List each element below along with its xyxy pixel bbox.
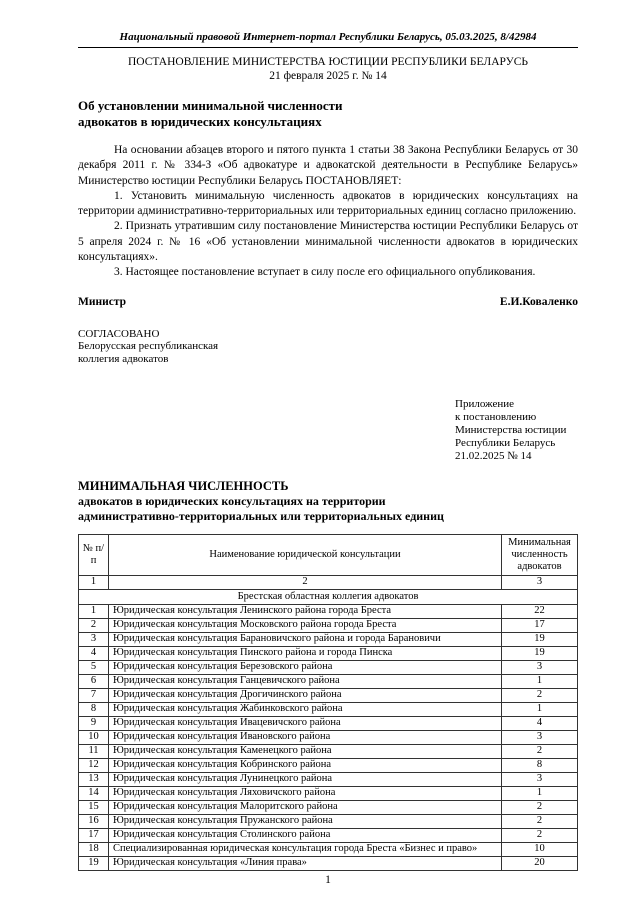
table-row [79, 786, 578, 800]
advocate-count-cell: 10 [502, 842, 578, 856]
decree-title-line-1: Об установлении минимальной численности [78, 98, 343, 113]
table-row [79, 688, 578, 702]
row-number-cell: 2 [79, 618, 109, 632]
consultation-name-cell: Юридическая консультация Пружанского района [109, 814, 502, 828]
signature-row [78, 295, 578, 309]
consultation-name-cell: Юридическая консультация Московского района города Бреста [109, 618, 502, 632]
table-row [79, 702, 578, 716]
advocate-count-cell: 1 [502, 786, 578, 800]
column-number-2: 2 [109, 575, 502, 589]
consultation-name-cell: Юридическая консультация «Линия права» [109, 856, 502, 870]
row-number-cell: 8 [79, 702, 109, 716]
advocate-count-cell: 2 [502, 828, 578, 842]
table-row [79, 842, 578, 856]
advocate-count-cell: 1 [502, 674, 578, 688]
table-row [79, 814, 578, 828]
consultation-name-cell: Юридическая консультация Ивановского района [109, 730, 502, 744]
agreed-block [78, 328, 578, 366]
row-number-cell: 19 [79, 856, 109, 870]
annex-reference-line: 21.02.2025 № 14 [455, 449, 532, 462]
row-number-cell: 11 [79, 744, 109, 758]
advocate-count-cell: 3 [502, 660, 578, 674]
decree-type-line: ПОСТАНОВЛЕНИЕ МИНИСТЕРСТВА ЮСТИЦИИ РЕСПУБЛИКИ БЕЛАРУСЬ [127, 56, 529, 68]
advocate-count-cell: 20 [502, 856, 578, 870]
table-row [79, 660, 578, 674]
consultation-name-cell: Юридическая консультация Пинского района и города Пинска [109, 646, 502, 660]
annex-reference-line: Министерства юстиции [455, 423, 567, 436]
consultation-name-cell: Юридическая консультация Березовского района [109, 660, 502, 674]
consultation-name-cell: Юридическая консультация Ляховичского района [109, 786, 502, 800]
table-body [79, 589, 578, 870]
decree-paragraph: 3. Настоящее постановление вступает в силу после его официального опубликования. [114, 266, 536, 279]
advocate-count-cell: 3 [502, 730, 578, 744]
row-number-cell: 1 [79, 604, 109, 618]
decree-paragraph: 2. Признать утратившим силу постановление Министерства юстиции Республики Беларусь от 5 апреля 2024 г. № 16 «Об установлении минимальной численности адвокатов в юридических консультациях». [78, 220, 578, 264]
advocate-count-cell: 3 [502, 772, 578, 786]
annex-reference-block [455, 398, 578, 463]
portal-header-line: Национальный правовой Интернет-портал Республики Беларусь, 05.03.2025, 8/42984 [78, 31, 578, 48]
table-row [79, 674, 578, 688]
decree-body [78, 143, 578, 281]
annex-title-line-1: МИНИМАЛЬНАЯ ЧИСЛЕННОСТЬ [78, 478, 289, 493]
row-number-cell: 15 [79, 800, 109, 814]
row-number-cell: 3 [79, 632, 109, 646]
column-numbering-row [79, 575, 578, 589]
column-number-3: 3 [502, 575, 578, 589]
signature-name: Е.И.Коваленко [499, 295, 578, 308]
table-row [79, 856, 578, 870]
column-header-name: Наименование юридической консультации [109, 534, 502, 575]
advocate-count-cell: 2 [502, 800, 578, 814]
consultation-name-cell: Специализированная юридическая консультация города Бреста «Бизнес и право» [109, 842, 502, 856]
row-number-cell: 6 [79, 674, 109, 688]
advocate-count-cell: 2 [502, 744, 578, 758]
column-header-number: № п/п [79, 534, 109, 575]
consultation-name-cell: Юридическая консультация Малоритского района [109, 800, 502, 814]
table-row [79, 828, 578, 842]
advocate-count-cell: 19 [502, 632, 578, 646]
consultation-name-cell: Юридическая консультация Каменецкого района [109, 744, 502, 758]
signature-position: Министр [78, 295, 127, 308]
column-header-count: Минимальная численность адвокатов [502, 534, 578, 575]
table-row [79, 618, 578, 632]
agreed-line: СОГЛАСОВАНО [78, 327, 160, 340]
annex-reference-line: Приложение [455, 397, 515, 410]
annex-title-line-3: административно-территориальных или территориальных единиц [78, 508, 444, 523]
consultation-name-cell: Юридическая консультация Барановичского района и города Барановичи [109, 632, 502, 646]
consultation-name-cell: Юридическая консультация Лунинецкого района [109, 772, 502, 786]
consultation-name-cell: Юридическая консультация Столинского района [109, 828, 502, 842]
advocate-count-cell: 17 [502, 618, 578, 632]
advocate-count-cell: 4 [502, 716, 578, 730]
annex-title [78, 479, 578, 524]
consultation-name-cell: Юридическая консультация Дрогичинского района [109, 688, 502, 702]
advocate-count-cell: 1 [502, 702, 578, 716]
consultation-name-cell: Юридическая консультация Ганцевичского района [109, 674, 502, 688]
row-number-cell: 16 [79, 814, 109, 828]
table-row [79, 604, 578, 618]
row-number-cell: 5 [79, 660, 109, 674]
consultation-name-cell: Юридическая консультация Ивацевичского района [109, 716, 502, 730]
annex-reference-line: Республики Беларусь [455, 436, 556, 449]
section-header: Брестская областная коллегия адвокатов [79, 589, 578, 604]
row-number-cell: 7 [79, 688, 109, 702]
table-row [79, 646, 578, 660]
consultation-name-cell: Юридическая консультация Кобринского района [109, 758, 502, 772]
advocate-count-cell: 19 [502, 646, 578, 660]
table-row [79, 730, 578, 744]
row-number-cell: 18 [79, 842, 109, 856]
table-row [79, 772, 578, 786]
table-section-row [79, 589, 578, 604]
row-number-cell: 12 [79, 758, 109, 772]
table-row [79, 632, 578, 646]
annex-table [78, 534, 578, 871]
consultation-name-cell: Юридическая консультация Ленинского района города Бреста [109, 604, 502, 618]
table-header-row [79, 534, 578, 575]
row-number-cell: 4 [79, 646, 109, 660]
row-number-cell: 10 [79, 730, 109, 744]
annex-reference-line: к постановлению [455, 410, 537, 423]
advocate-count-cell: 2 [502, 814, 578, 828]
consultation-name-cell: Юридическая консультация Жабинковского района [109, 702, 502, 716]
row-number-cell: 9 [79, 716, 109, 730]
advocate-count-cell: 2 [502, 688, 578, 702]
agreed-line: Белорусская республиканская [78, 340, 219, 353]
annex-title-line-2: адвокатов в юридических консультациях на территории [78, 493, 386, 508]
advocate-count-cell: 8 [502, 758, 578, 772]
table-row [79, 716, 578, 730]
page-number: 1 [325, 873, 331, 886]
table-row [79, 758, 578, 772]
table-row [79, 744, 578, 758]
decree-paragraph: На основании абзацев второго и пятого пункта 1 статьи 38 Закона Республики Беларусь от 30 декабря 2011 г. № 334-З «Об адвокатуре и адвокатской деятельности в Республике Беларусь» Министерство юстиции Республики Беларусь ПОСТАНОВЛЯЕТ: [78, 144, 578, 187]
advocate-count-cell: 22 [502, 604, 578, 618]
row-number-cell: 13 [79, 772, 109, 786]
decree-title [78, 98, 578, 130]
table-row [79, 800, 578, 814]
row-number-cell: 14 [79, 786, 109, 800]
column-number-1: 1 [79, 575, 109, 589]
agreed-line: коллегия адвокатов [78, 353, 169, 366]
decree-title-line-2: адвокатов в юридических консультациях [78, 114, 322, 129]
decree-paragraph: 1. Установить минимальную численность адвокатов в юридических консультациях на территории административно-территориальных или территориальных единиц согласно приложению. [78, 189, 578, 218]
decree-date-line: 21 февраля 2025 г. № 14 [269, 70, 387, 82]
row-number-cell: 17 [79, 828, 109, 842]
